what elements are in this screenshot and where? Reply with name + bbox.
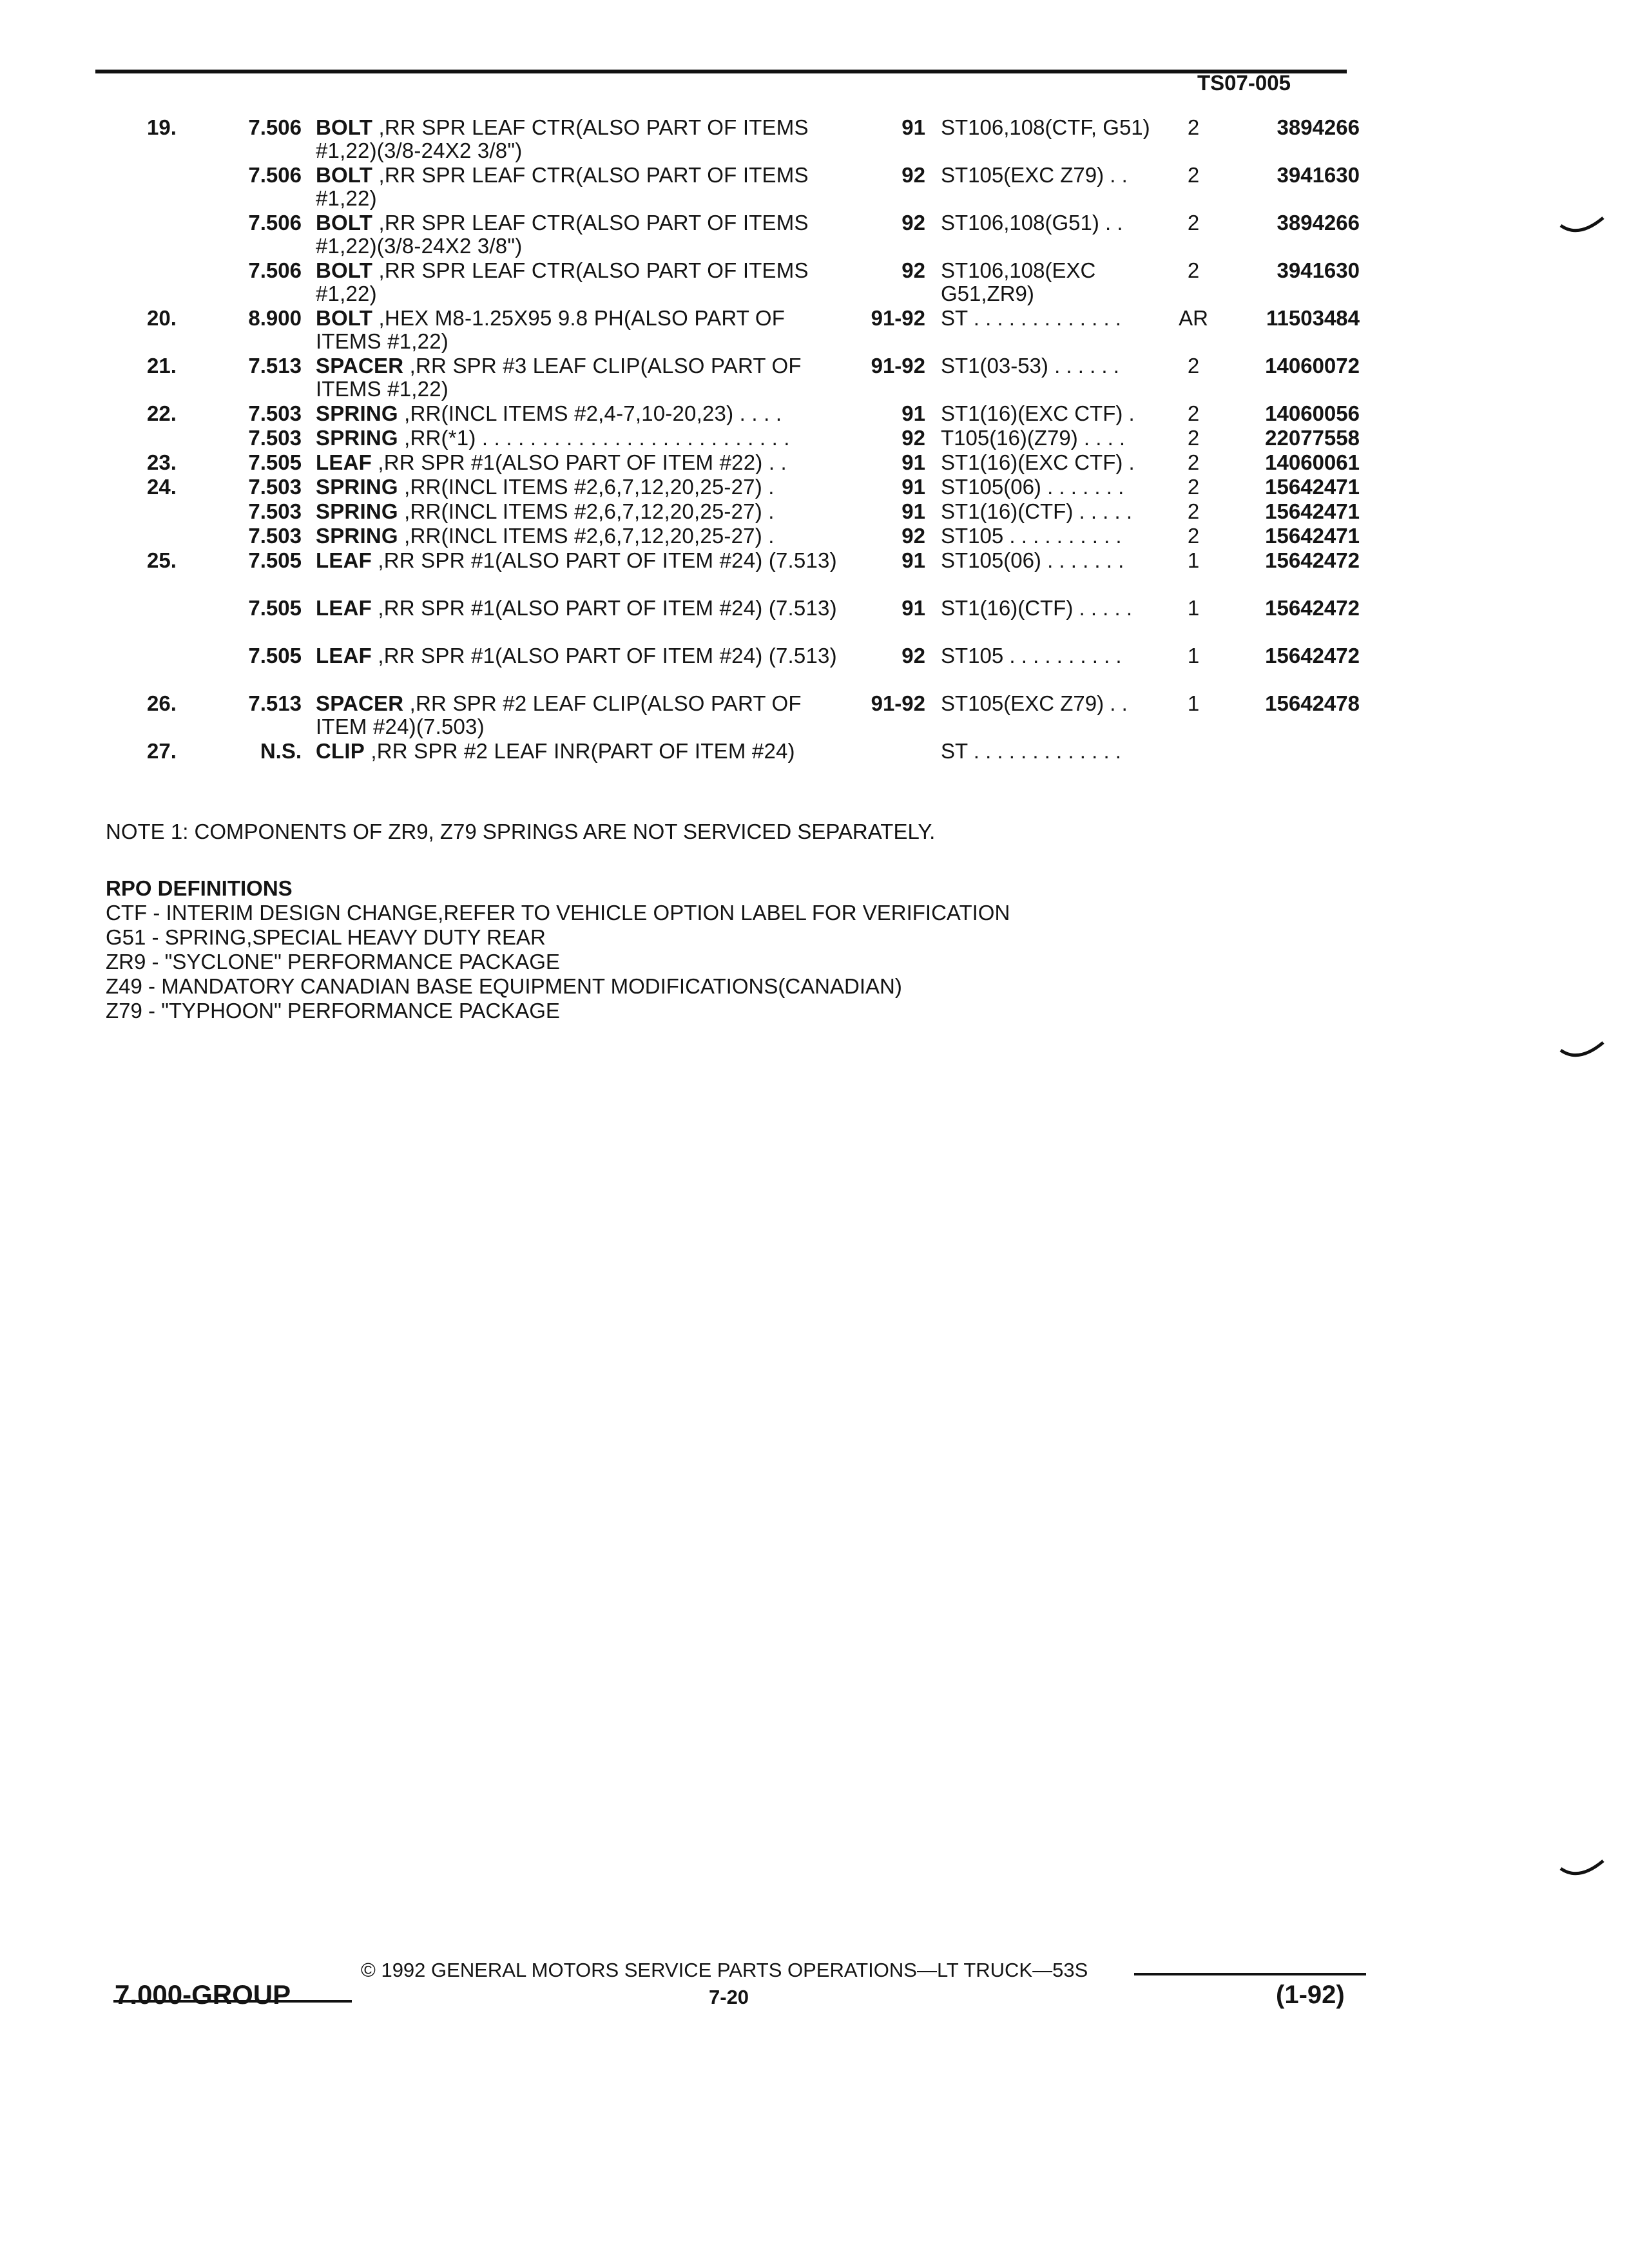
description bbox=[316, 354, 851, 401]
binder-mark bbox=[1559, 213, 1605, 238]
model-code: ST106,108(CTF, G51) bbox=[941, 115, 1150, 139]
table-row bbox=[0, 307, 1629, 354]
description-text: ,RR SPR LEAF CTR(ALSO PART OF ITEMS #1,22)(3/8-24X2 3/8") bbox=[316, 115, 809, 162]
table-row bbox=[0, 476, 1629, 500]
table-row bbox=[0, 116, 1629, 164]
description-text: ,RR SPR #2 LEAF CLIP(ALSO PART OF ITEM #24)(7.503) bbox=[316, 691, 802, 738]
model-code: ST . . . . . . . . . . . . . bbox=[941, 306, 1121, 330]
part-name: LEAF bbox=[316, 548, 372, 572]
part-name: BOLT bbox=[316, 115, 373, 139]
description bbox=[316, 164, 851, 210]
quantity: 2 bbox=[1187, 450, 1200, 474]
description bbox=[316, 644, 851, 668]
rpo-item: CTF - INTERIM DESIGN CHANGE,REFER TO VEHICLE OPTION LABEL FOR VERIFICATION bbox=[106, 901, 1010, 925]
description-text: ,RR(*1) . . . . . . . . . . . . . . . . . . . . . . . . . . bbox=[404, 426, 790, 450]
part-name: SPRING bbox=[316, 475, 398, 499]
model-year: 91 bbox=[901, 401, 925, 425]
part-name: LEAF bbox=[316, 450, 372, 474]
description-text: ,RR SPR #3 LEAF CLIP(ALSO PART OF ITEMS #1,22) bbox=[316, 354, 802, 401]
description-text: ,RR SPR #1(ALSO PART OF ITEM #22) . . bbox=[378, 450, 787, 474]
part-number: 11503484 bbox=[1266, 306, 1360, 330]
model-year: 92 bbox=[901, 211, 925, 235]
part-number: 15642472 bbox=[1265, 548, 1360, 572]
model-year: 91 bbox=[901, 548, 925, 572]
group-number: 7.503 bbox=[248, 426, 302, 450]
model-year: 91-92 bbox=[871, 354, 925, 378]
part-name: BOLT bbox=[316, 211, 373, 235]
part-name: CLIP bbox=[316, 739, 365, 763]
quantity: 2 bbox=[1187, 499, 1200, 523]
binder-mark bbox=[1559, 1037, 1605, 1063]
group-number: 8.900 bbox=[248, 306, 302, 330]
part-number: 3894266 bbox=[1277, 115, 1360, 139]
item-number: 25. bbox=[147, 548, 177, 572]
part-name: SPRING bbox=[316, 401, 398, 425]
part-name: SPACER bbox=[316, 354, 404, 378]
description-text: ,RR SPR #1(ALSO PART OF ITEM #24) (7.513) bbox=[378, 596, 837, 620]
description-text: ,RR SPR #1(ALSO PART OF ITEM #24) (7.513) bbox=[378, 548, 837, 572]
description bbox=[316, 307, 851, 353]
part-name: BOLT bbox=[316, 306, 373, 330]
description-text: ,RR SPR LEAF CTR(ALSO PART OF ITEMS #1,22) bbox=[316, 258, 809, 305]
table-row bbox=[0, 524, 1629, 549]
part-name: LEAF bbox=[316, 596, 372, 620]
footer-rule-right bbox=[1134, 1973, 1366, 1975]
part-name: BOLT bbox=[316, 163, 373, 187]
group-number: 7.506 bbox=[248, 211, 302, 235]
description bbox=[316, 500, 851, 523]
group-number: 7.506 bbox=[248, 258, 302, 282]
description bbox=[316, 597, 851, 620]
model-code: ST106,108(G51) . . bbox=[941, 211, 1123, 235]
part-number: 3941630 bbox=[1277, 258, 1360, 282]
table-row bbox=[0, 402, 1629, 427]
group-number: 7.506 bbox=[248, 115, 302, 139]
model-code: ST105 . . . . . . . . . . bbox=[941, 524, 1122, 548]
quantity: 2 bbox=[1187, 426, 1200, 450]
model-code: ST1(03-53) . . . . . . bbox=[941, 354, 1119, 378]
description-text: ,RR(INCL ITEMS #2,6,7,12,20,25-27) . bbox=[404, 475, 775, 499]
model-code: ST1(16)(CTF) . . . . . bbox=[941, 499, 1133, 523]
part-number: 14060061 bbox=[1265, 450, 1360, 474]
group-number: 7.513 bbox=[248, 691, 302, 715]
description bbox=[316, 692, 851, 738]
group-number: 7.506 bbox=[248, 163, 302, 187]
group-number: 7.505 bbox=[248, 596, 302, 620]
document-number: TS07-005 bbox=[1197, 71, 1291, 95]
group-number: 7.503 bbox=[248, 524, 302, 548]
part-name: LEAF bbox=[316, 644, 372, 668]
model-year: 91 bbox=[901, 475, 925, 499]
group-number: 7.503 bbox=[248, 401, 302, 425]
model-code: ST105(EXC Z79) . . bbox=[941, 691, 1128, 715]
footer-page-number: 7-20 bbox=[709, 1986, 749, 2008]
model-year: 91 bbox=[901, 450, 925, 474]
part-name: SPRING bbox=[316, 524, 398, 548]
rpo-heading: RPO DEFINITIONS bbox=[106, 876, 293, 900]
model-code: T105(16)(Z79) . . . . bbox=[941, 426, 1126, 450]
description bbox=[316, 451, 851, 474]
model-code: ST105 . . . . . . . . . . bbox=[941, 644, 1122, 668]
rpo-item: ZR9 - "SYCLONE" PERFORMANCE PACKAGE bbox=[106, 950, 560, 974]
description bbox=[316, 549, 851, 572]
quantity: 2 bbox=[1187, 115, 1200, 139]
quantity: 2 bbox=[1187, 163, 1200, 187]
part-number: 15642478 bbox=[1265, 691, 1360, 715]
quantity: 2 bbox=[1187, 258, 1200, 282]
description-text: ,HEX M8-1.25X95 9.8 PH(ALSO PART OF ITEMS #1,22) bbox=[316, 306, 786, 353]
quantity: 2 bbox=[1187, 211, 1200, 235]
quantity: 2 bbox=[1187, 524, 1200, 548]
item-number: 24. bbox=[147, 475, 177, 499]
description-text: ,RR(INCL ITEMS #2,6,7,12,20,25-27) . bbox=[404, 499, 775, 523]
model-code: ST1(16)(EXC CTF) . bbox=[941, 401, 1135, 425]
part-number: 15642472 bbox=[1265, 596, 1360, 620]
part-name: SPRING bbox=[316, 426, 398, 450]
table-row bbox=[0, 451, 1629, 476]
description bbox=[316, 427, 851, 450]
part-number: 15642471 bbox=[1265, 475, 1360, 499]
rpo-item: Z79 - "TYPHOON" PERFORMANCE PACKAGE bbox=[106, 999, 560, 1023]
group-number: 7.505 bbox=[248, 450, 302, 474]
quantity: 1 bbox=[1187, 548, 1200, 572]
rpo-item: G51 - SPRING,SPECIAL HEAVY DUTY REAR bbox=[106, 925, 546, 949]
item-number: 22. bbox=[147, 401, 177, 425]
table-row bbox=[0, 211, 1629, 259]
note-text: NOTE 1: COMPONENTS OF ZR9, Z79 SPRINGS ARE NOT SERVICED SEPARATELY. bbox=[106, 820, 936, 843]
part-number: 15642471 bbox=[1265, 499, 1360, 523]
quantity: 1 bbox=[1187, 644, 1200, 668]
table-row bbox=[0, 164, 1629, 211]
description bbox=[316, 740, 851, 763]
description-text: ,RR SPR #2 LEAF INR(PART OF ITEM #24) bbox=[371, 739, 795, 763]
table-row bbox=[0, 740, 1629, 787]
binder-mark bbox=[1559, 1856, 1605, 1881]
model-year: 91 bbox=[901, 499, 925, 523]
quantity: 2 bbox=[1187, 401, 1200, 425]
part-number: 3894266 bbox=[1277, 211, 1360, 235]
header-rule bbox=[95, 70, 1347, 73]
quantity: 1 bbox=[1187, 596, 1200, 620]
model-year: 92 bbox=[901, 524, 925, 548]
part-name: SPRING bbox=[316, 499, 398, 523]
part-number: 22077558 bbox=[1265, 426, 1360, 450]
model-code: ST106,108(EXC G51,ZR9) bbox=[941, 258, 1096, 305]
footer-group: 7.000-GROUP bbox=[115, 1979, 291, 2010]
quantity: AR bbox=[1179, 306, 1208, 330]
model-code: ST1(16)(CTF) . . . . . bbox=[941, 596, 1133, 620]
group-number: 7.513 bbox=[248, 354, 302, 378]
description-text: ,RR(INCL ITEMS #2,4-7,10-20,23) . . . . bbox=[404, 401, 782, 425]
model-year: 92 bbox=[901, 644, 925, 668]
table-row bbox=[0, 597, 1629, 644]
description bbox=[316, 476, 851, 499]
model-year: 92 bbox=[901, 163, 925, 187]
table-row bbox=[0, 354, 1629, 402]
part-name: BOLT bbox=[316, 258, 373, 282]
description bbox=[316, 524, 851, 548]
table-row bbox=[0, 500, 1629, 524]
table-row bbox=[0, 427, 1629, 451]
table-row bbox=[0, 259, 1629, 307]
description-text: ,RR(INCL ITEMS #2,6,7,12,20,25-27) . bbox=[404, 524, 775, 548]
item-number: 23. bbox=[147, 450, 177, 474]
rpo-definitions bbox=[106, 876, 1010, 1023]
footer-date: (1-92) bbox=[1276, 1981, 1345, 2009]
group-number: 7.505 bbox=[248, 644, 302, 668]
group-number: 7.505 bbox=[248, 548, 302, 572]
description-text: ,RR SPR LEAF CTR(ALSO PART OF ITEMS #1,22)(3/8-24X2 3/8") bbox=[316, 211, 809, 258]
item-number: 26. bbox=[147, 691, 177, 715]
model-code: ST1(16)(EXC CTF) . bbox=[941, 450, 1135, 474]
rpo-item: Z49 - MANDATORY CANADIAN BASE EQUIPMENT MODIFICATIONS(CANADIAN) bbox=[106, 974, 902, 998]
parts-table bbox=[0, 116, 1629, 787]
table-row bbox=[0, 692, 1629, 740]
quantity: 2 bbox=[1187, 475, 1200, 499]
item-number: 27. bbox=[147, 739, 177, 763]
model-code: ST105(EXC Z79) . . bbox=[941, 163, 1128, 187]
model-year: 91 bbox=[901, 115, 925, 139]
description bbox=[316, 116, 851, 162]
part-name: SPACER bbox=[316, 691, 404, 715]
part-number: 15642471 bbox=[1265, 524, 1360, 548]
table-row bbox=[0, 644, 1629, 692]
model-year: 91 bbox=[901, 596, 925, 620]
group-number: 7.503 bbox=[248, 475, 302, 499]
model-code: ST105(06) . . . . . . . bbox=[941, 475, 1124, 499]
description-text: ,RR SPR #1(ALSO PART OF ITEM #24) (7.513) bbox=[378, 644, 837, 668]
part-number: 15642472 bbox=[1265, 644, 1360, 668]
model-code: ST105(06) . . . . . . . bbox=[941, 548, 1124, 572]
description bbox=[316, 402, 851, 425]
model-year: 91-92 bbox=[871, 306, 925, 330]
table-row bbox=[0, 549, 1629, 597]
description bbox=[316, 211, 851, 258]
group-number: N.S. bbox=[260, 739, 302, 763]
item-number: 21. bbox=[147, 354, 177, 378]
description-text: ,RR SPR LEAF CTR(ALSO PART OF ITEMS #1,22) bbox=[316, 163, 809, 210]
model-year: 92 bbox=[901, 426, 925, 450]
model-code: ST . . . . . . . . . . . . . bbox=[941, 739, 1121, 763]
item-number: 19. bbox=[147, 115, 177, 139]
footer-copyright: © 1992 GENERAL MOTORS SERVICE PARTS OPERATIONS—LT TRUCK—53S bbox=[361, 1959, 1088, 1981]
item-number: 20. bbox=[147, 306, 177, 330]
part-number: 14060056 bbox=[1265, 401, 1360, 425]
model-year: 92 bbox=[901, 258, 925, 282]
description bbox=[316, 259, 851, 305]
quantity: 1 bbox=[1187, 691, 1200, 715]
part-number: 3941630 bbox=[1277, 163, 1360, 187]
quantity: 2 bbox=[1187, 354, 1200, 378]
model-year: 91-92 bbox=[871, 691, 925, 715]
group-number: 7.503 bbox=[248, 499, 302, 523]
part-number: 14060072 bbox=[1265, 354, 1360, 378]
